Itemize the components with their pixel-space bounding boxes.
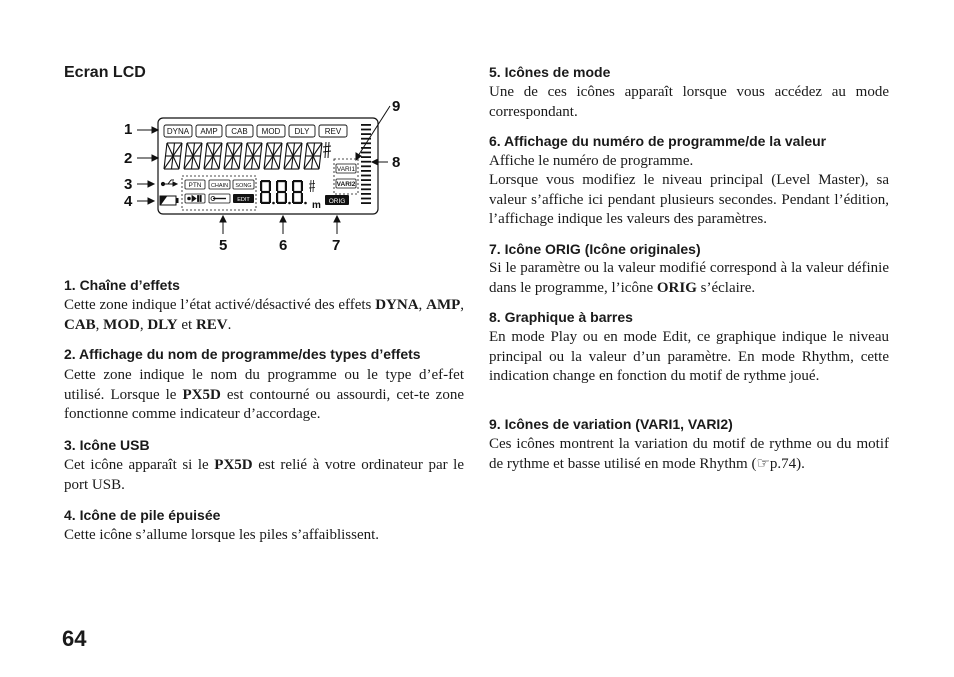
callout-2: 2 [124, 150, 133, 167]
section-3-heading: 3. Icône USB [64, 437, 150, 453]
section-7-heading: 7. Icône ORIG (Icône originales) [489, 241, 701, 257]
section-7-text: Si le paramètre ou la valeur modifié correspond à la valeur définie dans le programme, l’icône ORIG s’éclaire. [489, 260, 889, 296]
vari1-icon: VARI1 [336, 166, 356, 173]
effect-cab: CAB [231, 127, 248, 136]
sharp-icon [323, 142, 331, 158]
section-8-heading: 8. Graphique à barres [489, 309, 633, 325]
bar-graph-segment [361, 198, 371, 200]
callout-9: 9 [392, 98, 401, 115]
battery-low-icon [160, 196, 178, 205]
section-8-text: En mode Play ou en mode Edit, ce graphique indique le niveau principal ou la valeur d’un paramètre. En mode Rhythm, cette indication change en fonction du motif de rythme joué. [489, 329, 889, 384]
effect-chain [164, 125, 347, 137]
unit-m: m [312, 200, 321, 211]
section-6-heading: 6. Affichage du numéro de programme/de la valeur [489, 133, 827, 149]
segment-char [284, 143, 302, 169]
section-9-text: Ces icônes montrent la variation du motif de rythme ou du motif de rythme et basse utilisé en mode Rhythm (☞p.74). [489, 436, 889, 472]
vari2-icon: VARI2 [336, 181, 356, 188]
section-6-text-b: Lorsque vous modifiez le niveau principal (Level Master), sa valeur s’affiche ici pendant plusieurs secondes. Pendant l’édition, l’affichage indique les valeurs des paramètres. [489, 172, 889, 227]
callout-3: 3 [124, 176, 133, 193]
bar-graph-segment [361, 165, 371, 167]
effect-rev: REV [324, 127, 342, 136]
bar-graph-segment [361, 161, 371, 163]
bar-graph-segment [361, 175, 371, 177]
callout-5: 5 [219, 237, 228, 254]
effect-mod: MOD [261, 127, 281, 136]
bar-graph-segment [361, 179, 371, 181]
seven-seg-digit [292, 180, 307, 204]
section-4-text: Cette icône s’allume lorsque les piles s’affaiblissent. [64, 527, 380, 543]
section-2-heading: 2. Affichage du nom de programme/des types d’effets [64, 346, 421, 362]
section-1-heading: 1. Chaîne d’effets [64, 277, 180, 293]
section-6-text-a: Affiche le numéro de programme. [489, 153, 694, 169]
ptn-icon: PTN [188, 182, 202, 189]
bar-graph-segment [361, 170, 371, 172]
section-2-text: Cette zone indique le nom du programme ou le type d’ef-fet utilisé. Lorsque le PX5D est contourné ou assourdi, cet-te zone fonctionne comme indicateur d’accordage. [64, 367, 464, 422]
lcd-diagram [118, 96, 408, 256]
segment-char [304, 143, 322, 169]
callout-7: 7 [332, 237, 341, 254]
effect-dyna: DYNA [166, 127, 190, 136]
bar-graph-segment [361, 184, 371, 186]
section-5-heading: 5. Icônes de mode [489, 64, 611, 80]
section-9-heading: 9. Icônes de variation (VARI1, VARI2) [489, 416, 733, 432]
usb-icon [161, 180, 177, 186]
segment-char [244, 143, 262, 169]
callout-4: 4 [124, 193, 133, 210]
page-title: Ecran LCD [64, 64, 146, 81]
section-1-text: Cette zone indique l’état activé/désactivé des effets DYNA, AMP, CAB, MOD, DLY et REV. [64, 297, 465, 333]
seven-seg-digit [260, 180, 275, 204]
bar-graph-segment [361, 124, 371, 126]
bar-graph-segment [361, 202, 371, 204]
segment-char [204, 143, 222, 169]
bar-graph-segment [361, 193, 371, 195]
play-pause-icon [185, 194, 205, 203]
callout-1: 1 [124, 121, 133, 138]
section-4-heading: 4. Icône de pile épuisée [64, 507, 221, 523]
segment-char [224, 143, 242, 169]
seven-seg-digit [276, 180, 291, 204]
page-number: 64 [62, 626, 87, 651]
small-sharp-icon [309, 180, 315, 192]
song-icon: SONG [235, 183, 252, 189]
edit-icon: EDIT [237, 197, 250, 203]
bar-graph-segment [361, 188, 371, 190]
bar-graph-segment [361, 129, 371, 131]
program-number-display [260, 180, 307, 204]
segment-char [164, 143, 182, 169]
program-name-display [164, 143, 322, 169]
bar-graph-segment [361, 152, 371, 154]
section-3-text: Cet icône apparaît si le PX5D est relié à votre ordinateur par le port USB. [64, 457, 465, 493]
wrench-icon [209, 194, 230, 203]
bar-graph-segment [361, 138, 371, 140]
chain-icon: CHAIN [210, 183, 229, 189]
bar-graph [361, 124, 371, 204]
callout-6: 6 [279, 237, 288, 254]
section-5-text: Une de ces icônes apparaît lorsque vous accédez au mode correspondant. [489, 84, 889, 120]
effect-amp: AMP [200, 127, 218, 136]
orig-icon: ORIG [328, 198, 346, 205]
bar-graph-segment [361, 142, 371, 144]
bar-graph-segment [361, 147, 371, 149]
effect-dly: DLY [294, 127, 310, 136]
segment-char [264, 143, 282, 169]
callout-8: 8 [392, 154, 401, 171]
segment-char [184, 143, 202, 169]
bar-graph-segment [361, 133, 371, 135]
bar-graph-segment [361, 156, 371, 158]
